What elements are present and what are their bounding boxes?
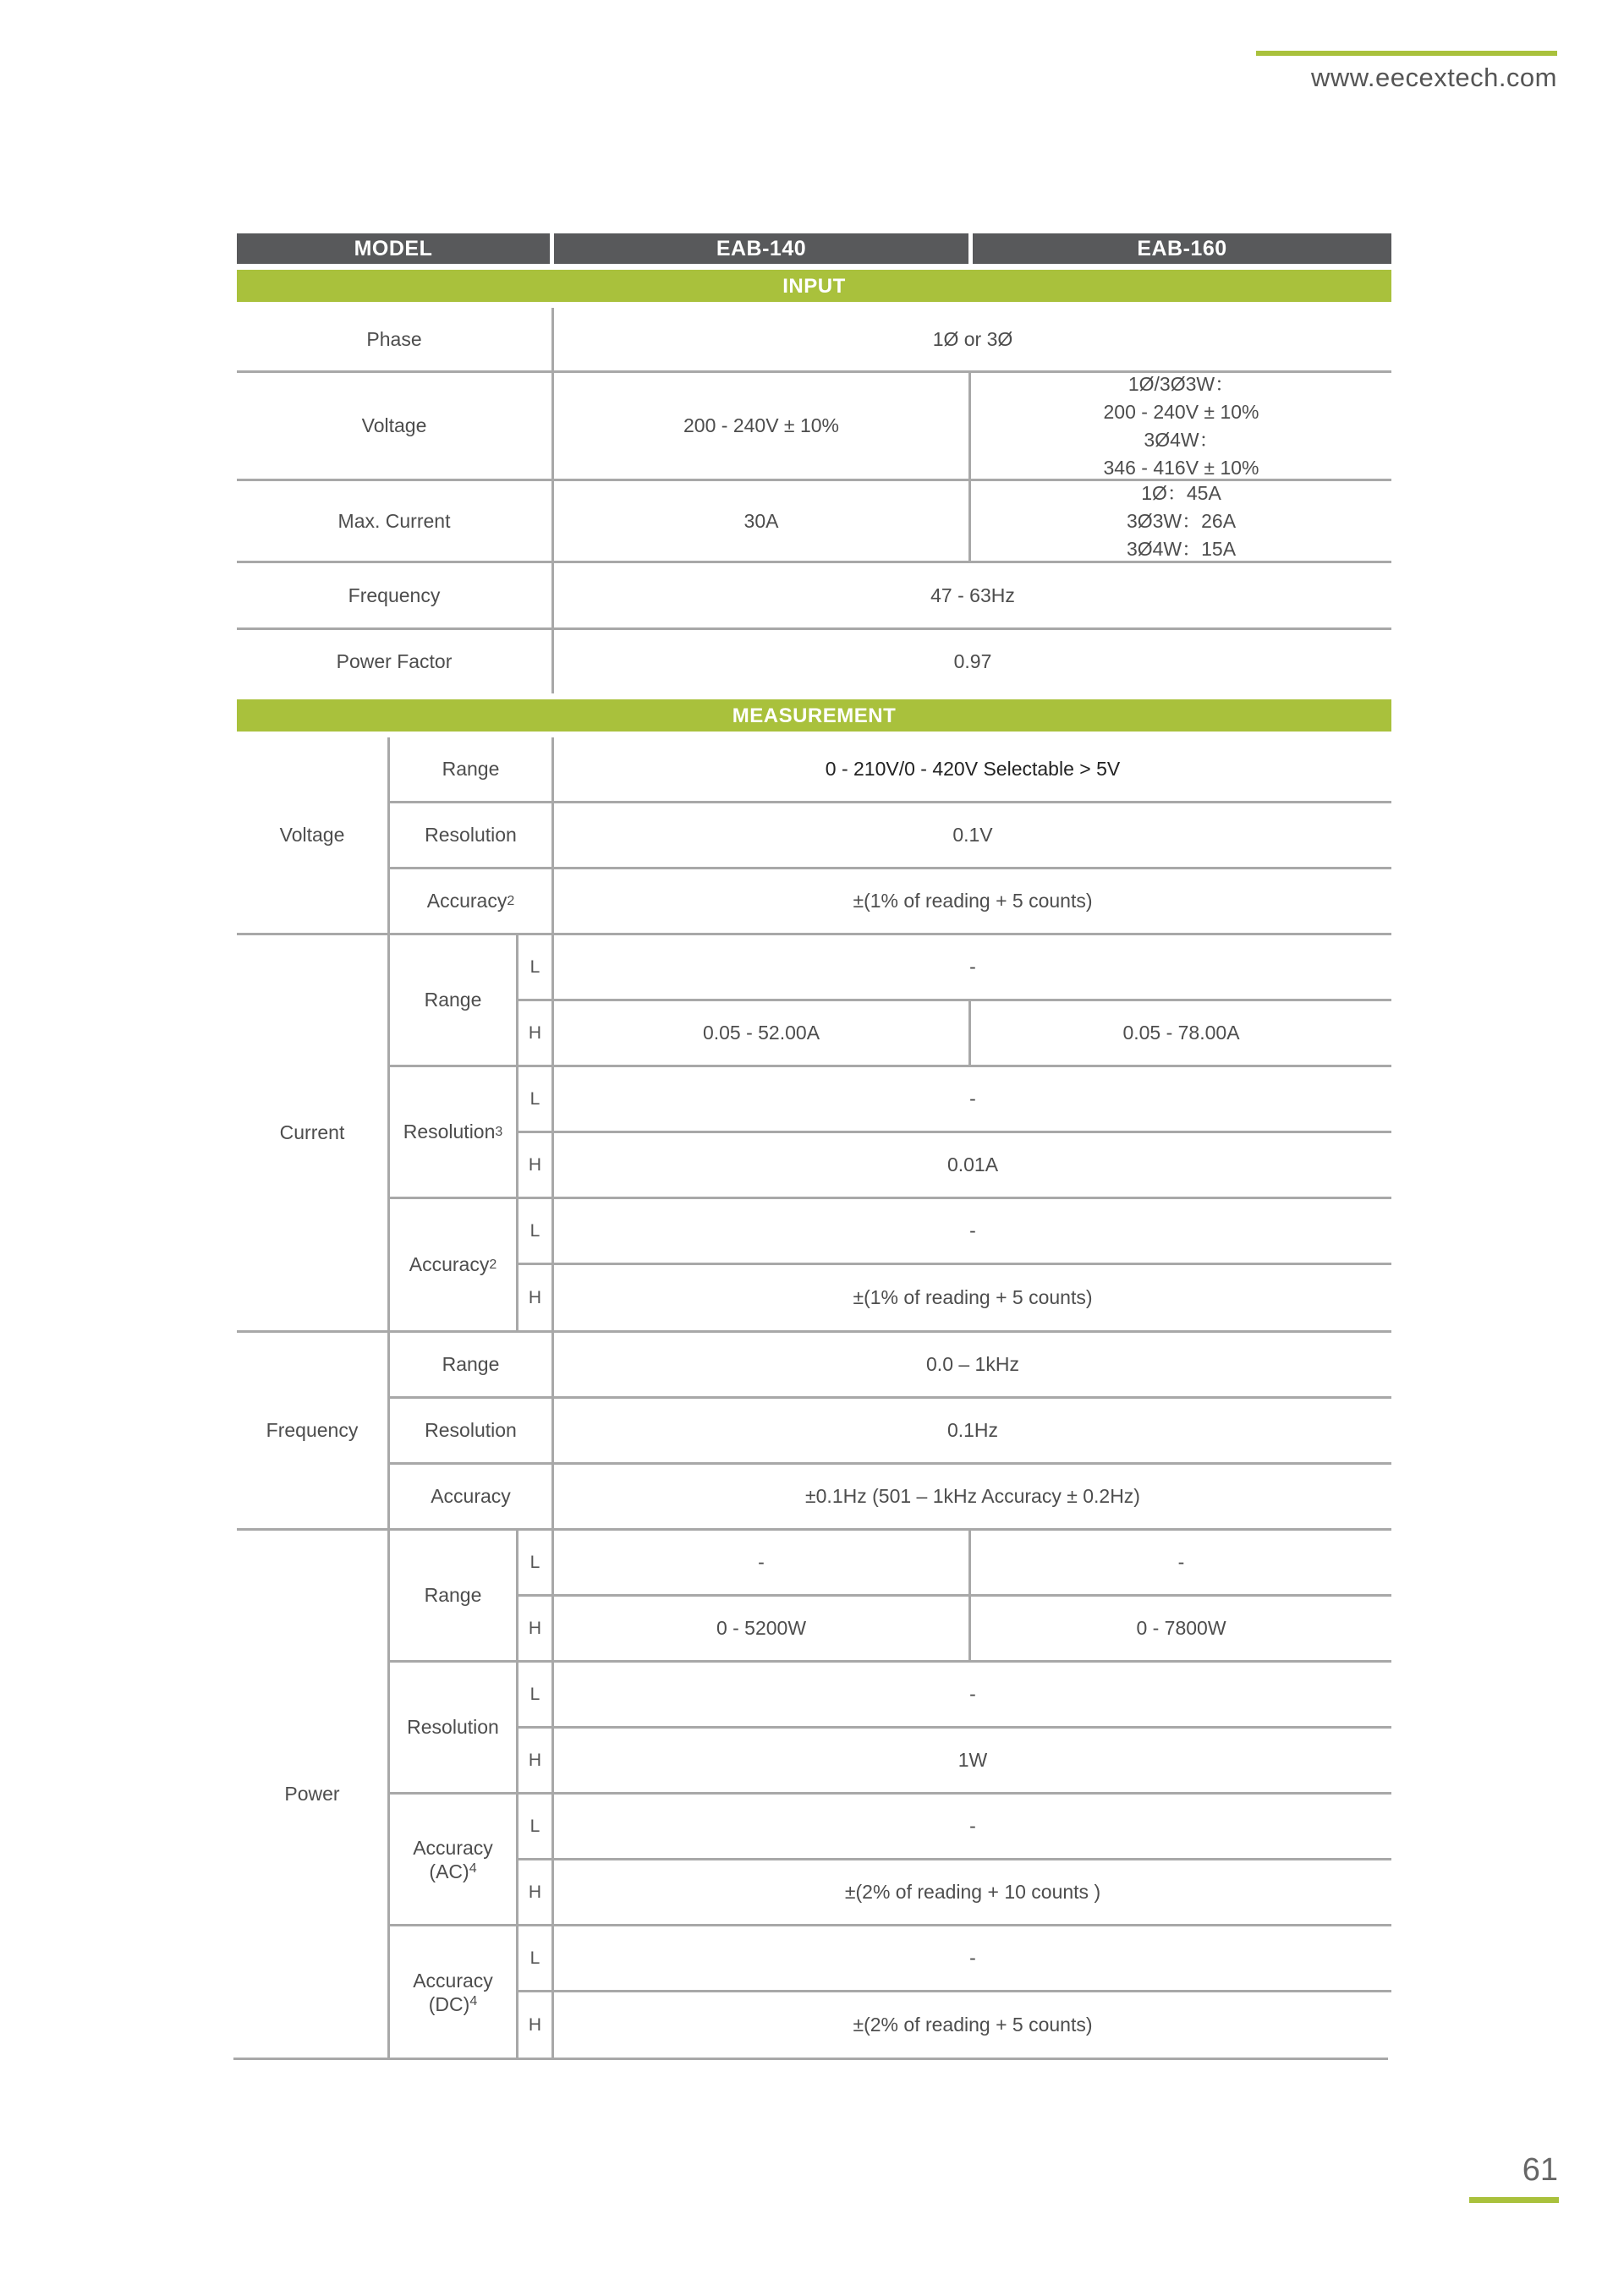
current-accuracy-l-value: -: [969, 1219, 976, 1241]
divider: [551, 737, 554, 2058]
power-accuracy-ac-h-value: ±(2% of reading + 10 counts ): [844, 1881, 1101, 1903]
input-voltage-eab140: 200 - 240V ± 10%: [683, 414, 839, 436]
current-range-h: H: [528, 1023, 542, 1043]
power-range-h: H: [528, 1619, 542, 1638]
power-accuracy-ac-label: [390, 1795, 516, 1924]
website-url: www.eecextech.com: [1310, 63, 1557, 92]
power-accuracy-dc-label: [390, 1926, 516, 2058]
model-header: MODEL: [237, 233, 550, 264]
footnote-mark: 4: [469, 1860, 477, 1876]
power-range-label: Range: [424, 1584, 482, 1606]
power-accuracy-ac-h: H: [528, 1882, 542, 1902]
section-input: INPUT: [237, 270, 1391, 302]
current-accuracy-text: Accuracy: [409, 1253, 490, 1275]
divider: [516, 935, 518, 1330]
voltage-accuracy-value: ±(1% of reading + 5 counts): [853, 890, 1093, 912]
power-range-l-eab140: -: [758, 1551, 765, 1573]
power-range-l: L: [529, 1553, 540, 1572]
power-accuracy-ac-l: L: [529, 1817, 540, 1836]
power-resolution-l-value: -: [969, 1683, 976, 1705]
section-measurement: MEASUREMENT: [237, 699, 1391, 732]
voltage-accuracy-label: Accuracy 2: [390, 869, 551, 933]
input-power-factor-label: Power Factor: [336, 650, 453, 672]
voltage-resolution-label: Resolution: [425, 824, 517, 846]
power-resolution-label: Resolution: [407, 1716, 499, 1738]
power-resolution-l: L: [529, 1685, 540, 1704]
model-eab160-header: EAB-160: [973, 233, 1391, 264]
power-accuracy-dc-l-value: -: [969, 1947, 976, 1969]
input-max-current-label: Max. Current: [337, 509, 451, 532]
footer-accent-bar: [1469, 2197, 1559, 2203]
voltage-resolution-value: 0.1V: [952, 824, 993, 846]
page-number: 61: [1522, 2152, 1558, 2188]
divider: [968, 373, 971, 561]
current-resolution-l-value: -: [969, 1088, 976, 1110]
current-range-h-eab160: 0.05 - 78.00A: [1122, 1022, 1240, 1044]
current-accuracy-l: L: [529, 1221, 540, 1241]
header-accent-bar: [1256, 51, 1557, 56]
power-resolution-h-value: 1W: [957, 1749, 988, 1771]
frequency-range-value: 0.0 – 1kHz: [926, 1353, 1019, 1375]
frequency-accuracy-value: ±0.1Hz (501 – 1kHz Accuracy ± 0.2Hz): [805, 1485, 1140, 1507]
input-max-current-eab160: 1Ø：45A 3Ø3W：26A 3Ø4W：15A: [1126, 481, 1237, 560]
divider: [968, 1531, 971, 1660]
power-accuracy-dc-h: H: [528, 2015, 542, 2035]
current-range-l: L: [529, 957, 540, 977]
current-range-h-eab140: 0.05 - 52.00A: [702, 1022, 820, 1044]
frequency-range-label: Range: [442, 1353, 500, 1375]
power-range-h-eab160: 0 - 7800W: [1136, 1617, 1226, 1639]
input-voltage-label: Voltage: [361, 414, 427, 436]
frequency-resolution-label: Resolution: [425, 1419, 517, 1441]
voltage-accuracy-text: Accuracy: [426, 890, 508, 912]
measure-current-label: Current: [279, 1121, 345, 1143]
model-eab140-header: EAB-140: [554, 233, 968, 264]
input-phase-label: Phase: [366, 327, 422, 350]
input-frequency-label: Frequency: [348, 584, 441, 606]
current-resolution-l: L: [529, 1089, 540, 1109]
divider: [516, 1531, 518, 2058]
current-accuracy-h: H: [528, 1288, 542, 1307]
input-phase-value: 1Ø or 3Ø: [932, 327, 1013, 350]
input-voltage-eab160: 1Ø/3Ø3W： 200 - 240V ± 10% 3Ø4W： 346 - 416V ± 10%: [1103, 372, 1259, 479]
power-accuracy-ac-l-value: -: [969, 1815, 976, 1837]
power-range-h-eab140: 0 - 5200W: [716, 1617, 807, 1639]
divider: [233, 2058, 1388, 2060]
current-resolution-h: H: [528, 1155, 542, 1175]
divider: [968, 1001, 971, 1065]
current-resolution-text: Resolution: [403, 1121, 496, 1143]
voltage-range-label: Range: [442, 758, 500, 780]
footnote-mark: 4: [469, 1993, 478, 2008]
divider: [551, 308, 554, 693]
frequency-resolution-value: 0.1Hz: [946, 1419, 999, 1441]
power-resolution-h: H: [528, 1751, 542, 1770]
current-accuracy-h-value: ±(1% of reading + 5 counts): [853, 1286, 1093, 1308]
input-power-factor-value: 0.97: [953, 650, 992, 672]
current-resolution-h-value: 0.01A: [946, 1153, 999, 1175]
input-max-current-eab140: 30A: [743, 509, 779, 532]
measure-voltage-label: Voltage: [279, 824, 345, 846]
power-range-l-eab160: -: [1177, 1551, 1185, 1573]
current-range-l-value: -: [969, 956, 976, 978]
power-accuracy-dc-text: Accuracy (DC): [413, 1969, 493, 2015]
current-accuracy-label: Accuracy 2: [390, 1199, 516, 1330]
power-accuracy-ac-text: Accuracy (AC): [413, 1836, 493, 1882]
measure-power-label: Power: [284, 1783, 340, 1805]
measure-frequency-label: Frequency: [266, 1419, 359, 1441]
power-accuracy-dc-h-value: ±(2% of reading + 5 counts): [853, 2014, 1093, 2036]
input-frequency-value: 47 - 63Hz: [930, 584, 1015, 606]
frequency-accuracy-label: Accuracy: [431, 1485, 511, 1507]
power-accuracy-dc-l: L: [529, 1948, 540, 1968]
current-range-label: Range: [424, 989, 482, 1011]
current-resolution-label: Resolution 3: [390, 1067, 516, 1197]
voltage-range-value: 0 - 210V/0 - 420V Selectable > 5V: [825, 758, 1121, 780]
divider: [387, 737, 390, 2058]
